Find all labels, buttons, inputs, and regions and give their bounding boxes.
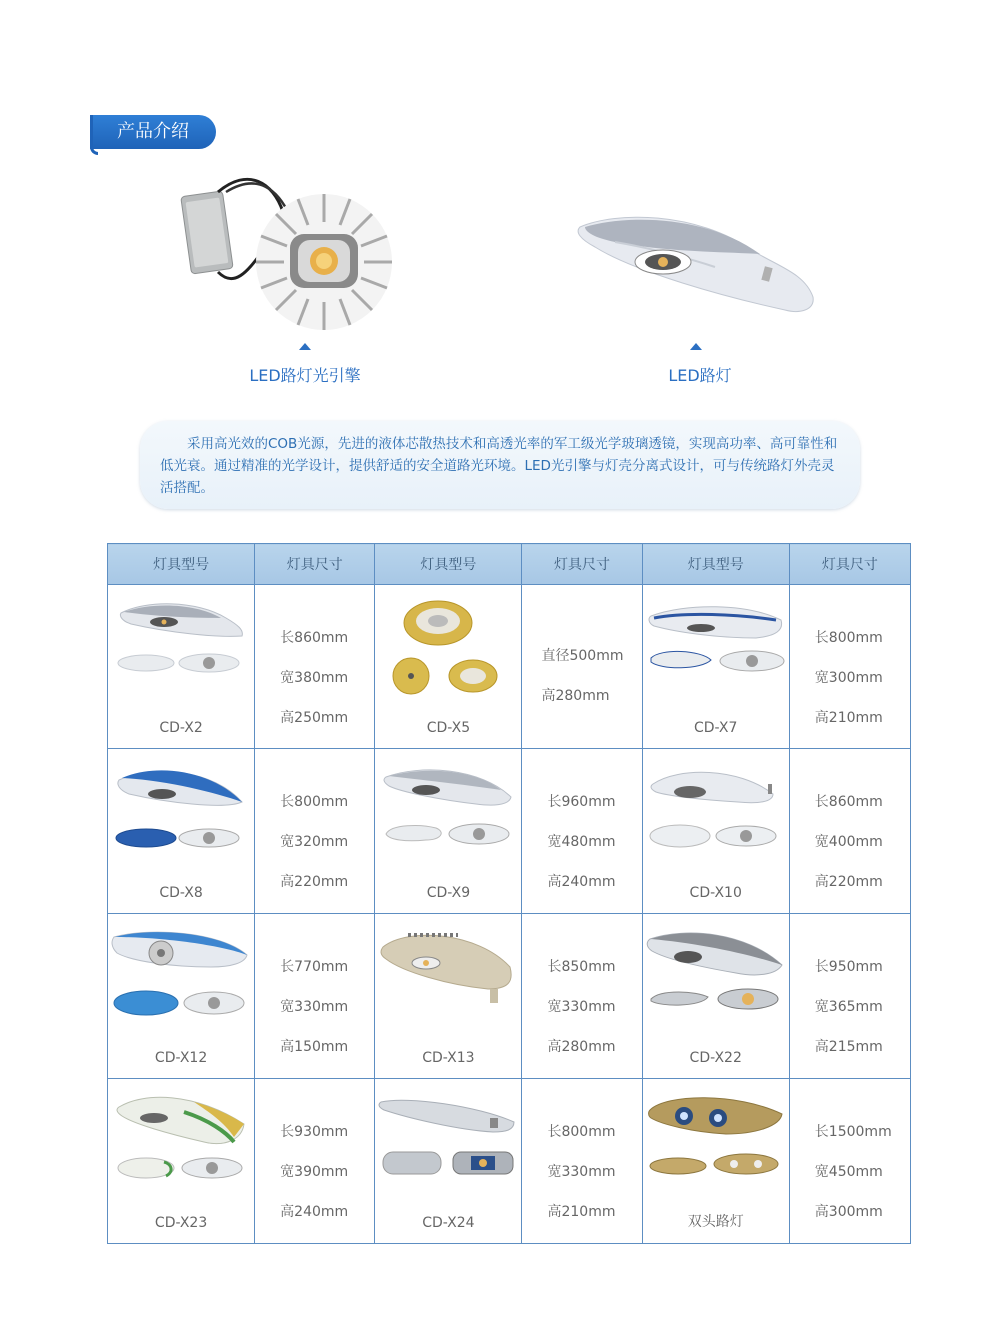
lamp-image bbox=[646, 598, 786, 678]
dim-height: 高280mm bbox=[541, 688, 610, 704]
table-row bbox=[108, 1079, 911, 1244]
model-cell bbox=[642, 914, 789, 1079]
dims-cell bbox=[255, 914, 375, 1079]
dims-cell bbox=[255, 1079, 375, 1244]
model-cell bbox=[108, 914, 255, 1079]
dim-length: 长950mm bbox=[814, 959, 883, 975]
dim-length: 长800mm bbox=[814, 630, 883, 646]
model-cell bbox=[375, 749, 522, 914]
dim-width: 宽330mm bbox=[547, 1164, 616, 1180]
dims-cell bbox=[789, 585, 910, 749]
lamp-image bbox=[116, 598, 246, 678]
lamp-image bbox=[646, 1092, 786, 1187]
dim-width: 宽330mm bbox=[547, 999, 616, 1015]
table-row bbox=[108, 749, 911, 914]
dim-length: 长770mm bbox=[280, 959, 349, 975]
dim-length: 长930mm bbox=[280, 1124, 349, 1140]
dim-height: 高220mm bbox=[280, 874, 349, 890]
model-cell bbox=[375, 1079, 522, 1244]
dims-cell bbox=[522, 914, 642, 1079]
model-label: CD-X7 bbox=[694, 720, 738, 736]
lamp-image bbox=[114, 1092, 249, 1187]
street-light-image bbox=[575, 212, 820, 322]
model-label: CD-X2 bbox=[159, 720, 203, 736]
model-cell bbox=[642, 585, 789, 749]
dim-length: 长850mm bbox=[547, 959, 616, 975]
lamp-image bbox=[111, 927, 251, 1022]
header-model: 灯具型号 bbox=[108, 544, 255, 585]
dim-height: 高210mm bbox=[547, 1204, 616, 1220]
header-model: 灯具型号 bbox=[642, 544, 789, 585]
dim-height: 高240mm bbox=[547, 874, 616, 890]
dim-width: 宽365mm bbox=[814, 999, 883, 1015]
dim-width: 宽450mm bbox=[814, 1164, 883, 1180]
dim-width: 宽480mm bbox=[547, 834, 616, 850]
model-label: CD-X5 bbox=[426, 720, 471, 736]
dims-cell bbox=[255, 585, 375, 749]
table-header-row bbox=[108, 544, 911, 585]
header-size: 灯具尺寸 bbox=[522, 544, 642, 585]
model-cell bbox=[375, 914, 522, 1079]
lamp-image bbox=[381, 762, 516, 857]
lamp-image bbox=[378, 1092, 518, 1187]
dims-cell bbox=[522, 585, 642, 749]
model-label: CD-X23 bbox=[154, 1215, 208, 1231]
dim-width: 宽390mm bbox=[280, 1164, 349, 1180]
dim-diameter: 直径500mm bbox=[541, 648, 624, 664]
model-label: CD-X9 bbox=[426, 885, 471, 901]
dim-width: 宽400mm bbox=[814, 834, 883, 850]
dims-cell bbox=[789, 1079, 910, 1244]
dim-height: 高300mm bbox=[814, 1204, 883, 1220]
model-cell bbox=[108, 1079, 255, 1244]
model-cell bbox=[642, 1079, 789, 1244]
dim-width: 宽330mm bbox=[280, 999, 349, 1015]
dim-height: 高150mm bbox=[280, 1039, 349, 1055]
model-label: CD-X12 bbox=[154, 1050, 208, 1066]
dim-length: 长860mm bbox=[814, 794, 883, 810]
model-cell bbox=[375, 585, 522, 749]
dims-cell bbox=[522, 1079, 642, 1244]
dim-height: 高280mm bbox=[547, 1039, 616, 1055]
model-label: CD-X10 bbox=[689, 885, 742, 901]
dim-height: 高240mm bbox=[280, 1204, 349, 1220]
model-cell bbox=[642, 749, 789, 914]
dim-width: 宽320mm bbox=[280, 834, 349, 850]
section-title: 产品介绍 bbox=[90, 115, 216, 149]
dim-length: 长800mm bbox=[547, 1124, 616, 1140]
model-label: CD-X24 bbox=[422, 1215, 475, 1231]
spec-table bbox=[107, 543, 911, 1244]
dim-length: 长960mm bbox=[547, 794, 616, 810]
model-label: CD-X8 bbox=[159, 885, 203, 901]
table-row bbox=[108, 914, 911, 1079]
dim-height: 高210mm bbox=[814, 710, 883, 726]
dim-length: 长800mm bbox=[280, 794, 349, 810]
right-caption-marker bbox=[690, 343, 702, 350]
model-label: CD-X13 bbox=[422, 1050, 475, 1066]
dim-length: 长860mm bbox=[280, 630, 349, 646]
lamp-image bbox=[648, 762, 783, 857]
dims-cell bbox=[789, 914, 910, 1079]
product-description: 采用高光效的COB光源，先进的液体芯散热技术和高透光率的军工级光学玻璃透镜，实现高功率、高可靠性和低光衰。通过精准的光学设计，提供舒适的安全道路光环境。LED光引擎与灯壳分离式设计，可与传统路灯外壳灵活搭配。 bbox=[140, 421, 860, 509]
dims-cell bbox=[522, 749, 642, 914]
left-caption-marker bbox=[299, 343, 311, 350]
header-model: 灯具型号 bbox=[375, 544, 522, 585]
dim-width: 宽300mm bbox=[814, 670, 883, 686]
dims-cell bbox=[789, 749, 910, 914]
lamp-image bbox=[114, 762, 249, 857]
light-engine-image bbox=[178, 172, 398, 332]
header-size: 灯具尺寸 bbox=[255, 544, 375, 585]
street-light-caption: LED路灯 bbox=[668, 366, 732, 385]
lamp-image bbox=[646, 927, 786, 1022]
dims-cell bbox=[255, 749, 375, 914]
model-cell bbox=[108, 749, 255, 914]
header-size: 灯具尺寸 bbox=[789, 544, 910, 585]
light-engine-caption: LED路灯光引擎 bbox=[249, 366, 361, 385]
lamp-image bbox=[378, 927, 518, 1022]
model-label: 双头路灯 bbox=[687, 1214, 744, 1230]
lamp-image bbox=[383, 598, 513, 698]
table-row bbox=[108, 585, 911, 749]
model-cell bbox=[108, 585, 255, 749]
model-label: CD-X22 bbox=[689, 1050, 742, 1066]
dim-height: 高215mm bbox=[814, 1039, 883, 1055]
dim-height: 高250mm bbox=[280, 710, 349, 726]
dim-height: 高220mm bbox=[814, 874, 883, 890]
dim-length: 长1500mm bbox=[814, 1124, 892, 1140]
dim-width: 宽380mm bbox=[280, 670, 349, 686]
